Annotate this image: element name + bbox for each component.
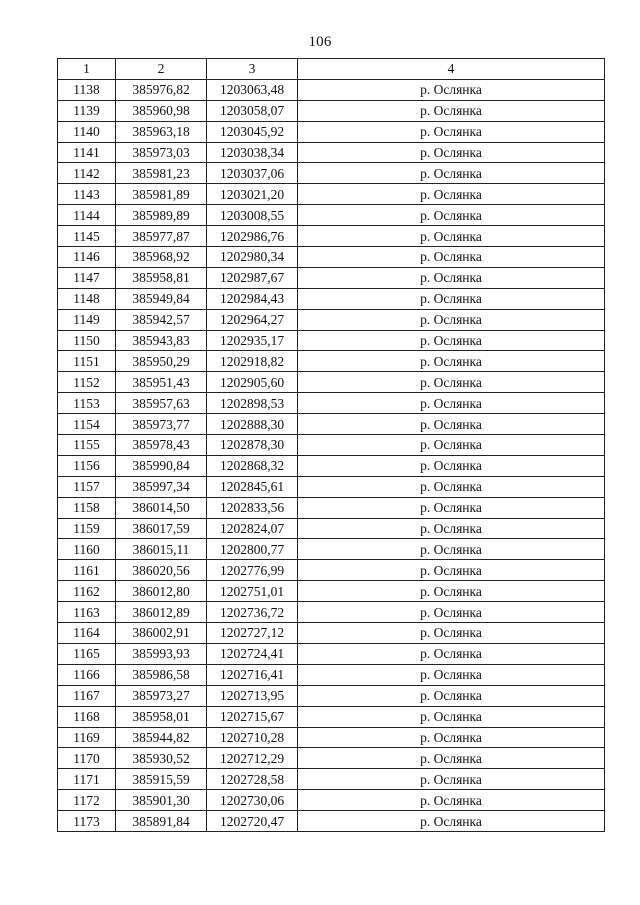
- table-row: [58, 226, 605, 247]
- point-number-cell: 1168: [58, 706, 116, 727]
- point-number-cell: 1156: [58, 455, 116, 476]
- table-row: [58, 685, 605, 706]
- x-coordinate-cell: 386012,80: [116, 581, 207, 602]
- y-coordinate-cell: 1202918,82: [207, 351, 298, 372]
- table-header: [58, 59, 605, 80]
- y-coordinate-cell: 1202987,67: [207, 267, 298, 288]
- coordinates-table: [57, 58, 605, 832]
- table-row: [58, 455, 605, 476]
- page-number: 106: [308, 34, 332, 50]
- point-number-cell: 1144: [58, 205, 116, 226]
- y-coordinate-cell: 1203058,07: [207, 100, 298, 121]
- table-row: [58, 267, 605, 288]
- y-coordinate-cell: 1202845,61: [207, 476, 298, 497]
- table-row: [58, 518, 605, 539]
- point-number-cell: 1165: [58, 643, 116, 664]
- x-coordinate-cell: 385981,23: [116, 163, 207, 184]
- point-number-cell: 1154: [58, 414, 116, 435]
- description-cell: р. Ослянка: [298, 539, 605, 560]
- description-cell: р. Ослянка: [298, 414, 605, 435]
- table-row: [58, 163, 605, 184]
- point-number-cell: 1153: [58, 393, 116, 414]
- column-header-1: 1: [58, 59, 116, 80]
- table-row: [58, 476, 605, 497]
- y-coordinate-cell: 1202720,47: [207, 811, 298, 832]
- table-row: [58, 309, 605, 330]
- y-coordinate-cell: 1202986,76: [207, 226, 298, 247]
- description-cell: р. Ослянка: [298, 309, 605, 330]
- table-row: [58, 435, 605, 456]
- point-number-cell: 1141: [58, 142, 116, 163]
- point-number-cell: 1166: [58, 664, 116, 685]
- point-number-cell: 1155: [58, 435, 116, 456]
- y-coordinate-cell: 1202715,67: [207, 706, 298, 727]
- x-coordinate-cell: 385973,77: [116, 414, 207, 435]
- point-number-cell: 1152: [58, 372, 116, 393]
- x-coordinate-cell: 385958,01: [116, 706, 207, 727]
- description-cell: р. Ослянка: [298, 748, 605, 769]
- column-header-2: 2: [116, 59, 207, 80]
- description-cell: р. Ослянка: [298, 497, 605, 518]
- y-coordinate-cell: 1202824,07: [207, 518, 298, 539]
- point-number-cell: 1159: [58, 518, 116, 539]
- point-number-cell: 1158: [58, 497, 116, 518]
- description-cell: р. Ослянка: [298, 664, 605, 685]
- column-header-4: 4: [298, 59, 605, 80]
- y-coordinate-cell: 1202868,32: [207, 455, 298, 476]
- x-coordinate-cell: 385960,98: [116, 100, 207, 121]
- y-coordinate-cell: 1202736,72: [207, 602, 298, 623]
- x-coordinate-cell: 385989,89: [116, 205, 207, 226]
- point-number-cell: 1161: [58, 560, 116, 581]
- x-coordinate-cell: 385986,58: [116, 664, 207, 685]
- x-coordinate-cell: 385944,82: [116, 727, 207, 748]
- description-cell: р. Ослянка: [298, 330, 605, 351]
- description-cell: р. Ослянка: [298, 435, 605, 456]
- point-number-cell: 1145: [58, 226, 116, 247]
- x-coordinate-cell: 385950,29: [116, 351, 207, 372]
- y-coordinate-cell: 1202710,28: [207, 727, 298, 748]
- y-coordinate-cell: 1202712,29: [207, 748, 298, 769]
- table-row: [58, 79, 605, 100]
- point-number-cell: 1148: [58, 288, 116, 309]
- table-row: [58, 330, 605, 351]
- x-coordinate-cell: 385942,57: [116, 309, 207, 330]
- description-cell: р. Ослянка: [298, 205, 605, 226]
- y-coordinate-cell: 1203021,20: [207, 184, 298, 205]
- table-row: [58, 581, 605, 602]
- x-coordinate-cell: 385901,30: [116, 790, 207, 811]
- description-cell: р. Ослянка: [298, 121, 605, 142]
- header-row: [58, 59, 605, 80]
- point-number-cell: 1147: [58, 267, 116, 288]
- description-cell: р. Ослянка: [298, 581, 605, 602]
- description-cell: р. Ослянка: [298, 518, 605, 539]
- y-coordinate-cell: 1202716,41: [207, 664, 298, 685]
- point-number-cell: 1142: [58, 163, 116, 184]
- table-row: [58, 727, 605, 748]
- x-coordinate-cell: 386020,56: [116, 560, 207, 581]
- table-row: [58, 811, 605, 832]
- x-coordinate-cell: 385973,27: [116, 685, 207, 706]
- x-coordinate-cell: 386017,59: [116, 518, 207, 539]
- y-coordinate-cell: 1202935,17: [207, 330, 298, 351]
- table-row: [58, 205, 605, 226]
- y-coordinate-cell: 1202833,56: [207, 497, 298, 518]
- point-number-cell: 1140: [58, 121, 116, 142]
- point-number-cell: 1171: [58, 769, 116, 790]
- table-row: [58, 100, 605, 121]
- y-coordinate-cell: 1202964,27: [207, 309, 298, 330]
- table-row: [58, 393, 605, 414]
- y-coordinate-cell: 1202878,30: [207, 435, 298, 456]
- y-coordinate-cell: 1202898,53: [207, 393, 298, 414]
- point-number-cell: 1139: [58, 100, 116, 121]
- description-cell: р. Ослянка: [298, 79, 605, 100]
- x-coordinate-cell: 385968,92: [116, 247, 207, 268]
- x-coordinate-cell: 385958,81: [116, 267, 207, 288]
- point-number-cell: 1163: [58, 602, 116, 623]
- point-number-cell: 1151: [58, 351, 116, 372]
- x-coordinate-cell: 385915,59: [116, 769, 207, 790]
- x-coordinate-cell: 385949,84: [116, 288, 207, 309]
- description-cell: р. Ослянка: [298, 163, 605, 184]
- description-cell: р. Ослянка: [298, 393, 605, 414]
- table-body: [58, 79, 605, 831]
- y-coordinate-cell: 1202724,41: [207, 643, 298, 664]
- y-coordinate-cell: 1203008,55: [207, 205, 298, 226]
- y-coordinate-cell: 1202727,12: [207, 623, 298, 644]
- description-cell: р. Ослянка: [298, 769, 605, 790]
- description-cell: р. Ослянка: [298, 602, 605, 623]
- description-cell: р. Ослянка: [298, 727, 605, 748]
- x-coordinate-cell: 385981,89: [116, 184, 207, 205]
- y-coordinate-cell: 1203038,34: [207, 142, 298, 163]
- table-row: [58, 142, 605, 163]
- table-row: [58, 560, 605, 581]
- x-coordinate-cell: 386012,89: [116, 602, 207, 623]
- table-row: [58, 664, 605, 685]
- description-cell: р. Ослянка: [298, 372, 605, 393]
- description-cell: р. Ослянка: [298, 142, 605, 163]
- description-cell: р. Ослянка: [298, 455, 605, 476]
- y-coordinate-cell: 1202800,77: [207, 539, 298, 560]
- point-number-cell: 1167: [58, 685, 116, 706]
- description-cell: р. Ослянка: [298, 247, 605, 268]
- x-coordinate-cell: 385891,84: [116, 811, 207, 832]
- table-row: [58, 748, 605, 769]
- point-number-cell: 1149: [58, 309, 116, 330]
- table-row: [58, 602, 605, 623]
- y-coordinate-cell: 1202730,06: [207, 790, 298, 811]
- x-coordinate-cell: 385990,84: [116, 455, 207, 476]
- x-coordinate-cell: 385993,93: [116, 643, 207, 664]
- description-cell: р. Ослянка: [298, 790, 605, 811]
- y-coordinate-cell: 1202751,01: [207, 581, 298, 602]
- description-cell: р. Ослянка: [298, 288, 605, 309]
- table-row: [58, 288, 605, 309]
- point-number-cell: 1164: [58, 623, 116, 644]
- description-cell: р. Ослянка: [298, 623, 605, 644]
- description-cell: р. Ослянка: [298, 100, 605, 121]
- y-coordinate-cell: 1203037,06: [207, 163, 298, 184]
- y-coordinate-cell: 1202776,99: [207, 560, 298, 581]
- table-row: [58, 643, 605, 664]
- y-coordinate-cell: 1202984,43: [207, 288, 298, 309]
- table-row: [58, 790, 605, 811]
- table-row: [58, 706, 605, 727]
- point-number-cell: 1146: [58, 247, 116, 268]
- x-coordinate-cell: 385943,83: [116, 330, 207, 351]
- table-row: [58, 351, 605, 372]
- x-coordinate-cell: 385978,43: [116, 435, 207, 456]
- x-coordinate-cell: 385957,63: [116, 393, 207, 414]
- point-number-cell: 1172: [58, 790, 116, 811]
- table-row: [58, 184, 605, 205]
- x-coordinate-cell: 385951,43: [116, 372, 207, 393]
- description-cell: р. Ослянка: [298, 226, 605, 247]
- description-cell: р. Ослянка: [298, 643, 605, 664]
- description-cell: р. Ослянка: [298, 811, 605, 832]
- point-number-cell: 1162: [58, 581, 116, 602]
- table-row: [58, 121, 605, 142]
- point-number-cell: 1173: [58, 811, 116, 832]
- x-coordinate-cell: 386002,91: [116, 623, 207, 644]
- point-number-cell: 1157: [58, 476, 116, 497]
- x-coordinate-cell: 385973,03: [116, 142, 207, 163]
- description-cell: р. Ослянка: [298, 476, 605, 497]
- point-number-cell: 1170: [58, 748, 116, 769]
- x-coordinate-cell: 386015,11: [116, 539, 207, 560]
- table-row: [58, 247, 605, 268]
- table-row: [58, 539, 605, 560]
- table-row: [58, 372, 605, 393]
- description-cell: р. Ослянка: [298, 706, 605, 727]
- description-cell: р. Ослянка: [298, 267, 605, 288]
- point-number-cell: 1169: [58, 727, 116, 748]
- x-coordinate-cell: 385976,82: [116, 79, 207, 100]
- table-row: [58, 623, 605, 644]
- y-coordinate-cell: 1202713,95: [207, 685, 298, 706]
- point-number-cell: 1143: [58, 184, 116, 205]
- x-coordinate-cell: 385977,87: [116, 226, 207, 247]
- y-coordinate-cell: 1202980,34: [207, 247, 298, 268]
- table-row: [58, 497, 605, 518]
- x-coordinate-cell: 386014,50: [116, 497, 207, 518]
- description-cell: р. Ослянка: [298, 685, 605, 706]
- x-coordinate-cell: 385997,34: [116, 476, 207, 497]
- y-coordinate-cell: 1202728,58: [207, 769, 298, 790]
- y-coordinate-cell: 1203063,48: [207, 79, 298, 100]
- table-row: [58, 769, 605, 790]
- x-coordinate-cell: 385930,52: [116, 748, 207, 769]
- y-coordinate-cell: 1203045,92: [207, 121, 298, 142]
- y-coordinate-cell: 1202888,30: [207, 414, 298, 435]
- point-number-cell: 1138: [58, 79, 116, 100]
- y-coordinate-cell: 1202905,60: [207, 372, 298, 393]
- description-cell: р. Ослянка: [298, 351, 605, 372]
- point-number-cell: 1160: [58, 539, 116, 560]
- description-cell: р. Ослянка: [298, 184, 605, 205]
- point-number-cell: 1150: [58, 330, 116, 351]
- column-header-3: 3: [207, 59, 298, 80]
- table-row: [58, 414, 605, 435]
- x-coordinate-cell: 385963,18: [116, 121, 207, 142]
- description-cell: р. Ослянка: [298, 560, 605, 581]
